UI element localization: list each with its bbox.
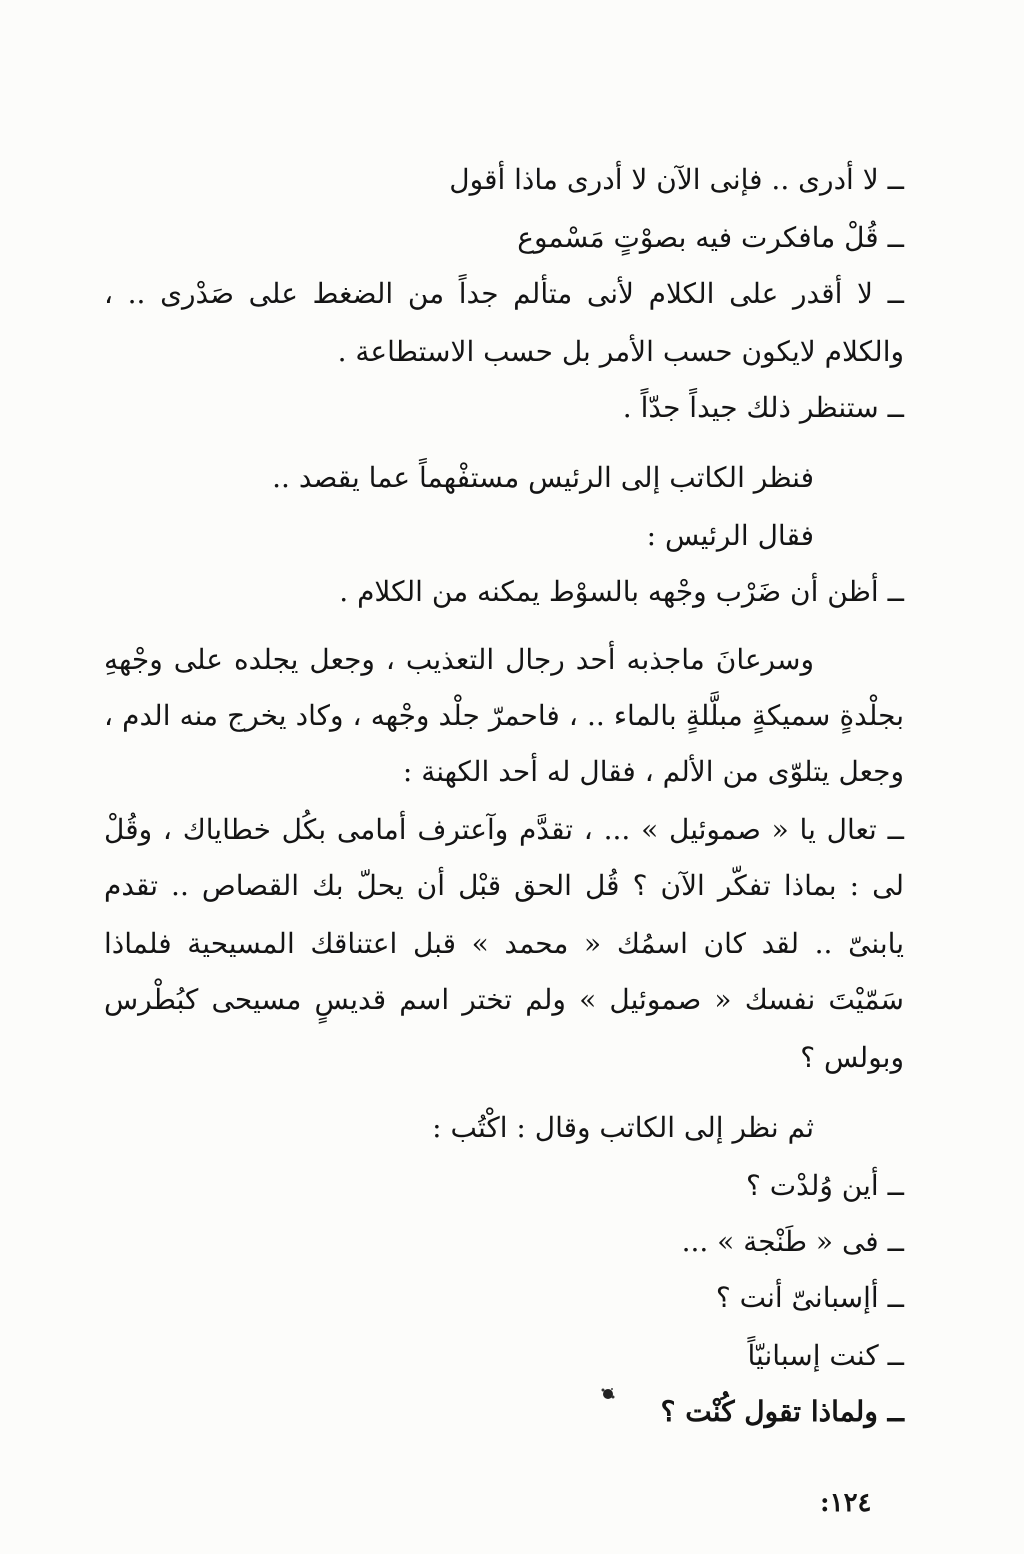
text-line: ــ كنت إسبانيّاً [747,1339,904,1372]
ink-blot-icon [600,1386,616,1402]
text-line: لى : بماذا تفكّر الآن ؟ قُل الحق قبْل أن يحلّ بك القصاص .. تقدم [104,869,904,902]
text-line: وسرعانَ ماجذبه أحد رجال التعذيب ، وجعل يجلده على وجْههِ [104,643,814,676]
text-line: بجلْدةٍ سميكةٍ مبلَّلةٍ بالماء .. ، فاحمرّ جلْد وجْهه ، وكاد يخرج منه الدم ، [104,699,904,732]
text-line: وجعل يتلوّى من الألم ، فقال له أحد الكهنة : [402,755,904,788]
text-line: وبولس ؟ [800,1041,904,1074]
text-line: والكلام لايكون حسب الأمر بل حسب الاستطاعة . [337,335,904,368]
text-line: ــ أين وُلدْت ؟ [746,1169,904,1202]
text-line: ــ ولماذا تقول كُنْت ؟ [660,1395,904,1428]
text-line: ــ لا أدرى .. فإنى الآن لا أدرى ماذا أقول [449,163,904,196]
text-line: فنظر الكاتب إلى الرئيس مستفْهماً عما يقصد .. [272,461,814,494]
text-line: ــ قُلْ مافكرت فيه بصوْتٍ مَسْموع [517,221,904,254]
text-line: ــ أظن أن ضَرْب وجْهه بالسوْط يمكنه من الكلام . [339,575,904,608]
text-line: ــ تعال يا « صموئيل » ... ، تقدَّم وآعترف أمامى بكُل خطاياك ، وقُلْ [104,813,904,846]
page-number: :١٢٤ [820,1488,872,1518]
text-line: ــ أإسبانىّ أنت ؟ [715,1281,904,1314]
text-line: ثم نظر إلى الكاتب وقال : اكْتُب : [432,1111,814,1144]
text-line: يابنىّ .. لقد كان اسمُك « محمد » قبل اعتناقك المسيحية فلماذا [104,927,904,960]
text-line: ــ ستنظر ذلك جيداً جدّاً . [622,391,904,424]
text-line: سَمّيْتَ نفسك « صموئيل » ولم تختر اسم قديسٍ مسيحى كبُطْرس [104,983,904,1016]
text-line: ــ لا أقدر على الكلام لأنى متألم جداً من الضغط على صَدْرى .. ، [104,277,904,310]
text-line: فقال الرئيس : [646,519,814,552]
text-line: ــ فى « طَنْجة » ... [681,1225,904,1258]
